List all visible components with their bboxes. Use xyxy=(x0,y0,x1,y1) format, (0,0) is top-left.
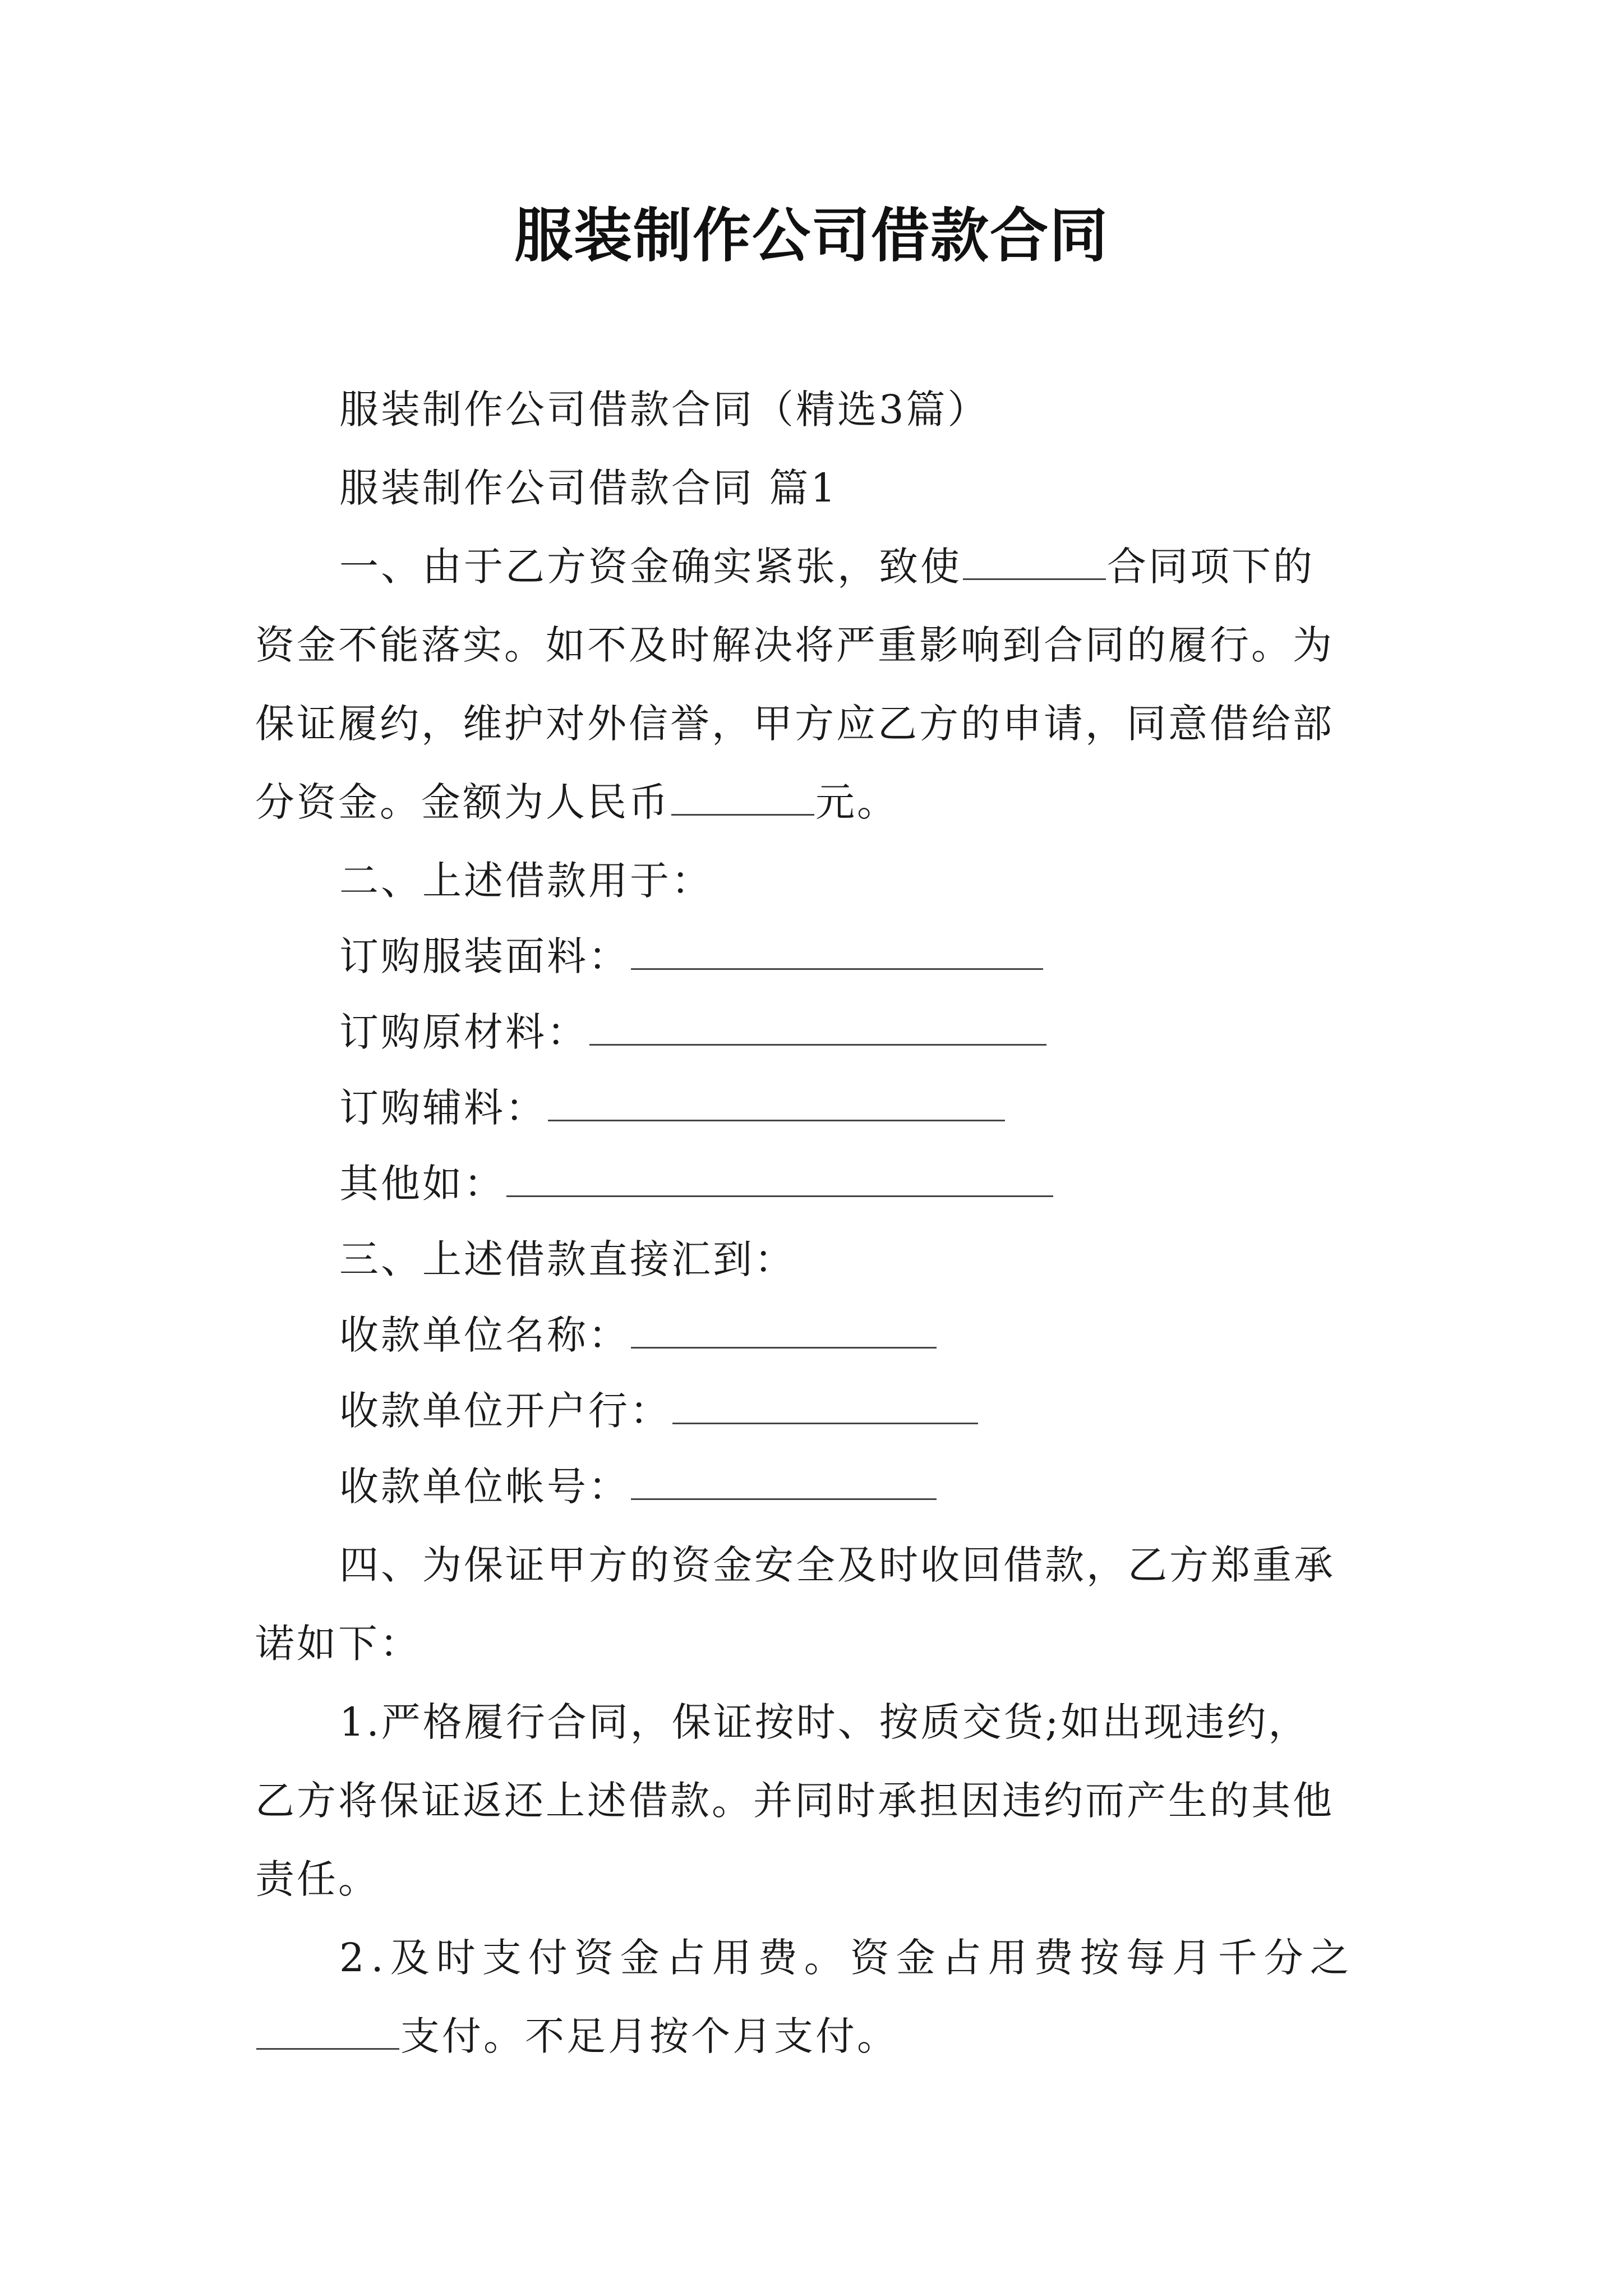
clause-4-item-1-line-1: 1.严格履行合同，保证按时、按质交货;如出现违约， xyxy=(339,1699,1310,1745)
blank-underline xyxy=(631,1308,937,1349)
item-label: 收款单位帐号： xyxy=(339,1464,630,1510)
clause-4-line-1: 四、为保证甲方的资金安全及时收回借款，乙方郑重承 xyxy=(339,1542,1335,1588)
blank-underline xyxy=(631,929,1043,970)
clause-1-text-c: 分资金。金额为人民币 xyxy=(255,779,670,825)
clause-4-item-2-text: 支付。不足月按个月支付。 xyxy=(400,2013,898,2059)
clause-1-line-3: 保证履约，维护对外信誉，甲方应乙方的申请，同意借给部 xyxy=(255,701,1334,747)
blank-underline xyxy=(589,1005,1046,1046)
item-label: 订购服装面料： xyxy=(339,933,630,979)
clause-4-item-2-line-1: 2.及时支付资金占用费。资金占用费按每月千分之 xyxy=(339,1935,1356,1981)
clause-1-line-2: 资金不能落实。如不及时解决将严重影响到合同的履行。为 xyxy=(255,622,1334,668)
clause-1-text-b: 合同项下的 xyxy=(1107,544,1315,590)
clause-2-item xyxy=(339,1156,1483,1212)
clause-4-item-2-line-2 xyxy=(255,2008,1399,2064)
clause-3-item xyxy=(339,1307,1483,1363)
clause-1-text-a: 一、由于乙方资金确实紧张，致使 xyxy=(339,544,962,590)
blank-underline xyxy=(506,1156,1053,1197)
item-label: 其他如： xyxy=(339,1161,505,1207)
blank-underline xyxy=(548,1080,1005,1121)
blank-underline xyxy=(256,2009,399,2050)
clause-3-heading: 三、上述借款直接汇到： xyxy=(339,1236,796,1282)
item-label: 收款单位开户行： xyxy=(339,1388,671,1434)
clause-4-item-1-line-3: 责任。 xyxy=(255,1856,380,1902)
document-title: 服装制作公司借款合同 xyxy=(514,201,1109,270)
clause-4-item-1-line-2: 乙方将保证返还上述借款。并同时承担因违约而产生的其他 xyxy=(255,1778,1334,1824)
clause-2-heading: 二、上述借款用于： xyxy=(339,858,713,904)
clause-2-item xyxy=(339,928,1483,984)
clause-3-item xyxy=(339,1458,1483,1515)
clause-3-item xyxy=(339,1383,1483,1439)
blank-underline xyxy=(671,775,814,816)
blank-underline xyxy=(672,1383,978,1424)
clause-2-item xyxy=(339,1004,1483,1060)
clause-4-line-2: 诺如下： xyxy=(255,1621,421,1667)
item-label: 订购原材料： xyxy=(339,1009,588,1055)
clause-1-line-4 xyxy=(255,774,1399,830)
blank-underline xyxy=(963,539,1106,580)
item-label: 收款单位名称： xyxy=(339,1312,630,1358)
clause-2-item xyxy=(339,1080,1483,1136)
section-heading: 服装制作公司借款合同 篇1 xyxy=(339,465,838,511)
blank-underline xyxy=(631,1459,937,1500)
item-label: 订购辅料： xyxy=(339,1085,547,1131)
clause-1-text-d: 元。 xyxy=(815,779,898,825)
clause-1-line-1 xyxy=(339,539,1483,595)
subtitle-line: 服装制作公司借款合同（精选3篇） xyxy=(339,386,989,432)
